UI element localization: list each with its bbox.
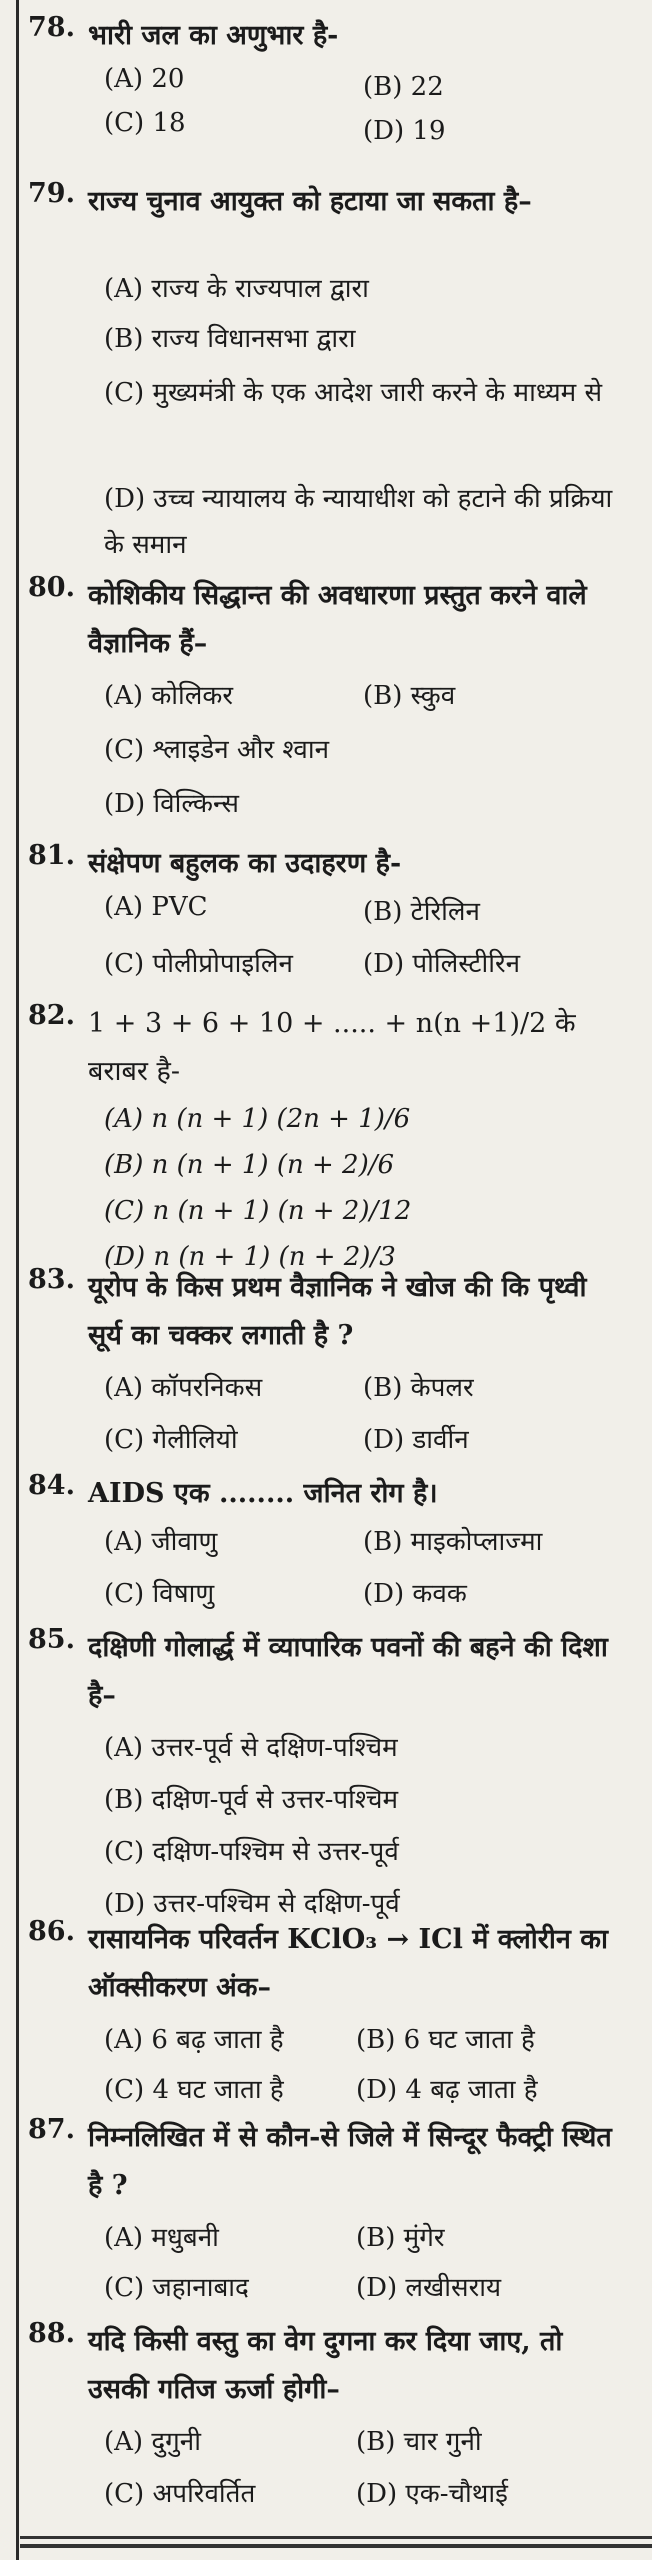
- question-stem: निम्नलिखित में से कौन-से जिले में सिन्दूर फैक्ट्री स्थित है ?: [88, 2122, 612, 2201]
- question-stem: कोशिकीय सिद्धान्त की अवधारणा प्रस्तुत करने वाले वैज्ञानिक हैं–: [88, 580, 587, 659]
- option-b: (B) केपलर: [363, 1373, 474, 1403]
- question-number: 81.: [28, 840, 75, 871]
- question-stem: दक्षिणी गोलार्द्ध में व्यापारिक पवनों की बहने की दिशा है–: [88, 1632, 608, 1711]
- option-c: (C) 18: [104, 108, 186, 138]
- question-stem: रासायनिक परिवर्तन KClO₃ → ICl में क्लोरीन का ऑक्सीकरण अंक–: [88, 1924, 608, 2003]
- option-c: (C) 4 घट जाता है: [104, 2075, 284, 2105]
- question-number: 84.: [28, 1470, 75, 1501]
- option-d: (D) उच्च न्यायालय के न्यायाधीश को हटाने की प्रक्रिया के समान: [104, 484, 613, 560]
- question-stem: यदि किसी वस्तु का वेग दुगना कर दिया जाए, तो उसकी गतिज ऊर्जा होगी–: [88, 2326, 563, 2405]
- option-c: (C) n (n + 1) (n + 2)/12: [104, 1196, 412, 1226]
- question-stem: 1 + 3 + 6 + 10 + ..... + n(n +1)/2 के बराबर है-: [88, 1008, 576, 1087]
- option-d: (D) पोलिस्टीरिन: [363, 949, 521, 979]
- question-number: 88.: [28, 2318, 75, 2349]
- bottom-rule: [20, 2536, 652, 2539]
- question-stem: संक्षेपण बहुलक का उदाहरण है-: [88, 848, 402, 879]
- option-c: (C) दक्षिण-पश्चिम से उत्तर-पूर्व: [104, 1837, 399, 1867]
- option-d: (D) डार्वीन: [363, 1425, 469, 1455]
- option-b: (B) टेरिलिन: [363, 897, 480, 927]
- question-number: 86.: [28, 1916, 75, 1947]
- option-d: (D) n (n + 1) (n + 2)/3: [104, 1242, 396, 1272]
- option-c: (C) गेलीलियो: [104, 1425, 238, 1455]
- option-d: (D) लखीसराय: [356, 2273, 502, 2303]
- option-c: (C) जहानाबाद: [104, 2273, 249, 2303]
- option-d: (D) 4 बढ़ जाता है: [356, 2075, 538, 2105]
- option-a: (A) PVC: [104, 892, 208, 922]
- question-number: 80.: [28, 572, 75, 603]
- question-number: 85.: [28, 1624, 75, 1655]
- option-d: (D) उत्तर-पश्चिम से दक्षिण-पूर्व: [104, 1889, 400, 1919]
- question-stem: यूरोप के किस प्रथम वैज्ञानिक ने खोज की कि पृथ्वी सूर्य का चक्कर लगाती है ?: [88, 1272, 587, 1351]
- option-c: (C) अपरिवर्तित: [104, 2479, 256, 2509]
- question-stem: राज्य चुनाव आयुक्त को हटाया जा सकता है–: [88, 186, 532, 217]
- option-a: (A) उत्तर-पूर्व से दक्षिण-पश्चिम: [104, 1733, 398, 1763]
- bottom-rule-double: [20, 2544, 652, 2548]
- option-a: (A) मधुबनी: [104, 2223, 219, 2253]
- question-stem: भारी जल का अणुभार है-: [88, 20, 339, 51]
- option-a: (A) कॉपरनिकस: [104, 1373, 263, 1403]
- option-b: (B) राज्य विधानसभा द्वारा: [104, 324, 356, 354]
- option-b: (B) चार गुनी: [356, 2427, 482, 2457]
- option-a: (A) n (n + 1) (2n + 1)/6: [104, 1104, 411, 1134]
- question-stem: AIDS एक ........ जनित रोग है।: [88, 1478, 438, 1509]
- question-number: 87.: [28, 2114, 75, 2145]
- option-b: (B) दक्षिण-पूर्व से उत्तर-पश्चिम: [104, 1785, 398, 1815]
- question-number: 79.: [28, 178, 75, 209]
- question-number: 78.: [28, 12, 75, 43]
- option-d: (D) कवक: [363, 1579, 467, 1609]
- option-a: (A) जीवाणु: [104, 1527, 218, 1557]
- option-b: (B) 6 घट जाता है: [356, 2025, 535, 2055]
- option-a: (A) दुगुनी: [104, 2427, 201, 2457]
- option-c: (C) विषाणु: [104, 1579, 215, 1609]
- option-b: (B) n (n + 1) (n + 2)/6: [104, 1150, 395, 1180]
- option-b: (B) स्कुव: [363, 681, 456, 711]
- option-c: (C) मुख्यमंत्री के एक आदेश जारी करने के माध्यम से: [104, 378, 603, 408]
- option-d: (D) एक-चौथाई: [356, 2479, 508, 2509]
- option-b: (B) माइकोप्लाज्मा: [363, 1527, 543, 1557]
- page-left-rule: [16, 0, 19, 2560]
- option-a: (A) कोलिकर: [104, 681, 233, 711]
- question-number: 83.: [28, 1264, 75, 1295]
- option-c: (C) पोलीप्रोपाइलिन: [104, 949, 293, 979]
- option-c: (C) श्लाइडेन और श्वान: [104, 735, 330, 765]
- option-d: (D) विल्किन्स: [104, 789, 239, 819]
- option-a: (A) 20: [104, 64, 185, 94]
- option-a: (A) 6 बढ़ जाता है: [104, 2025, 284, 2055]
- option-b: (B) मुंगेर: [356, 2223, 445, 2253]
- option-b: (B) 22: [363, 72, 444, 102]
- option-a: (A) राज्य के राज्यपाल द्वारा: [104, 274, 369, 304]
- question-number: 82.: [28, 1000, 75, 1031]
- option-d: (D) 19: [363, 116, 446, 146]
